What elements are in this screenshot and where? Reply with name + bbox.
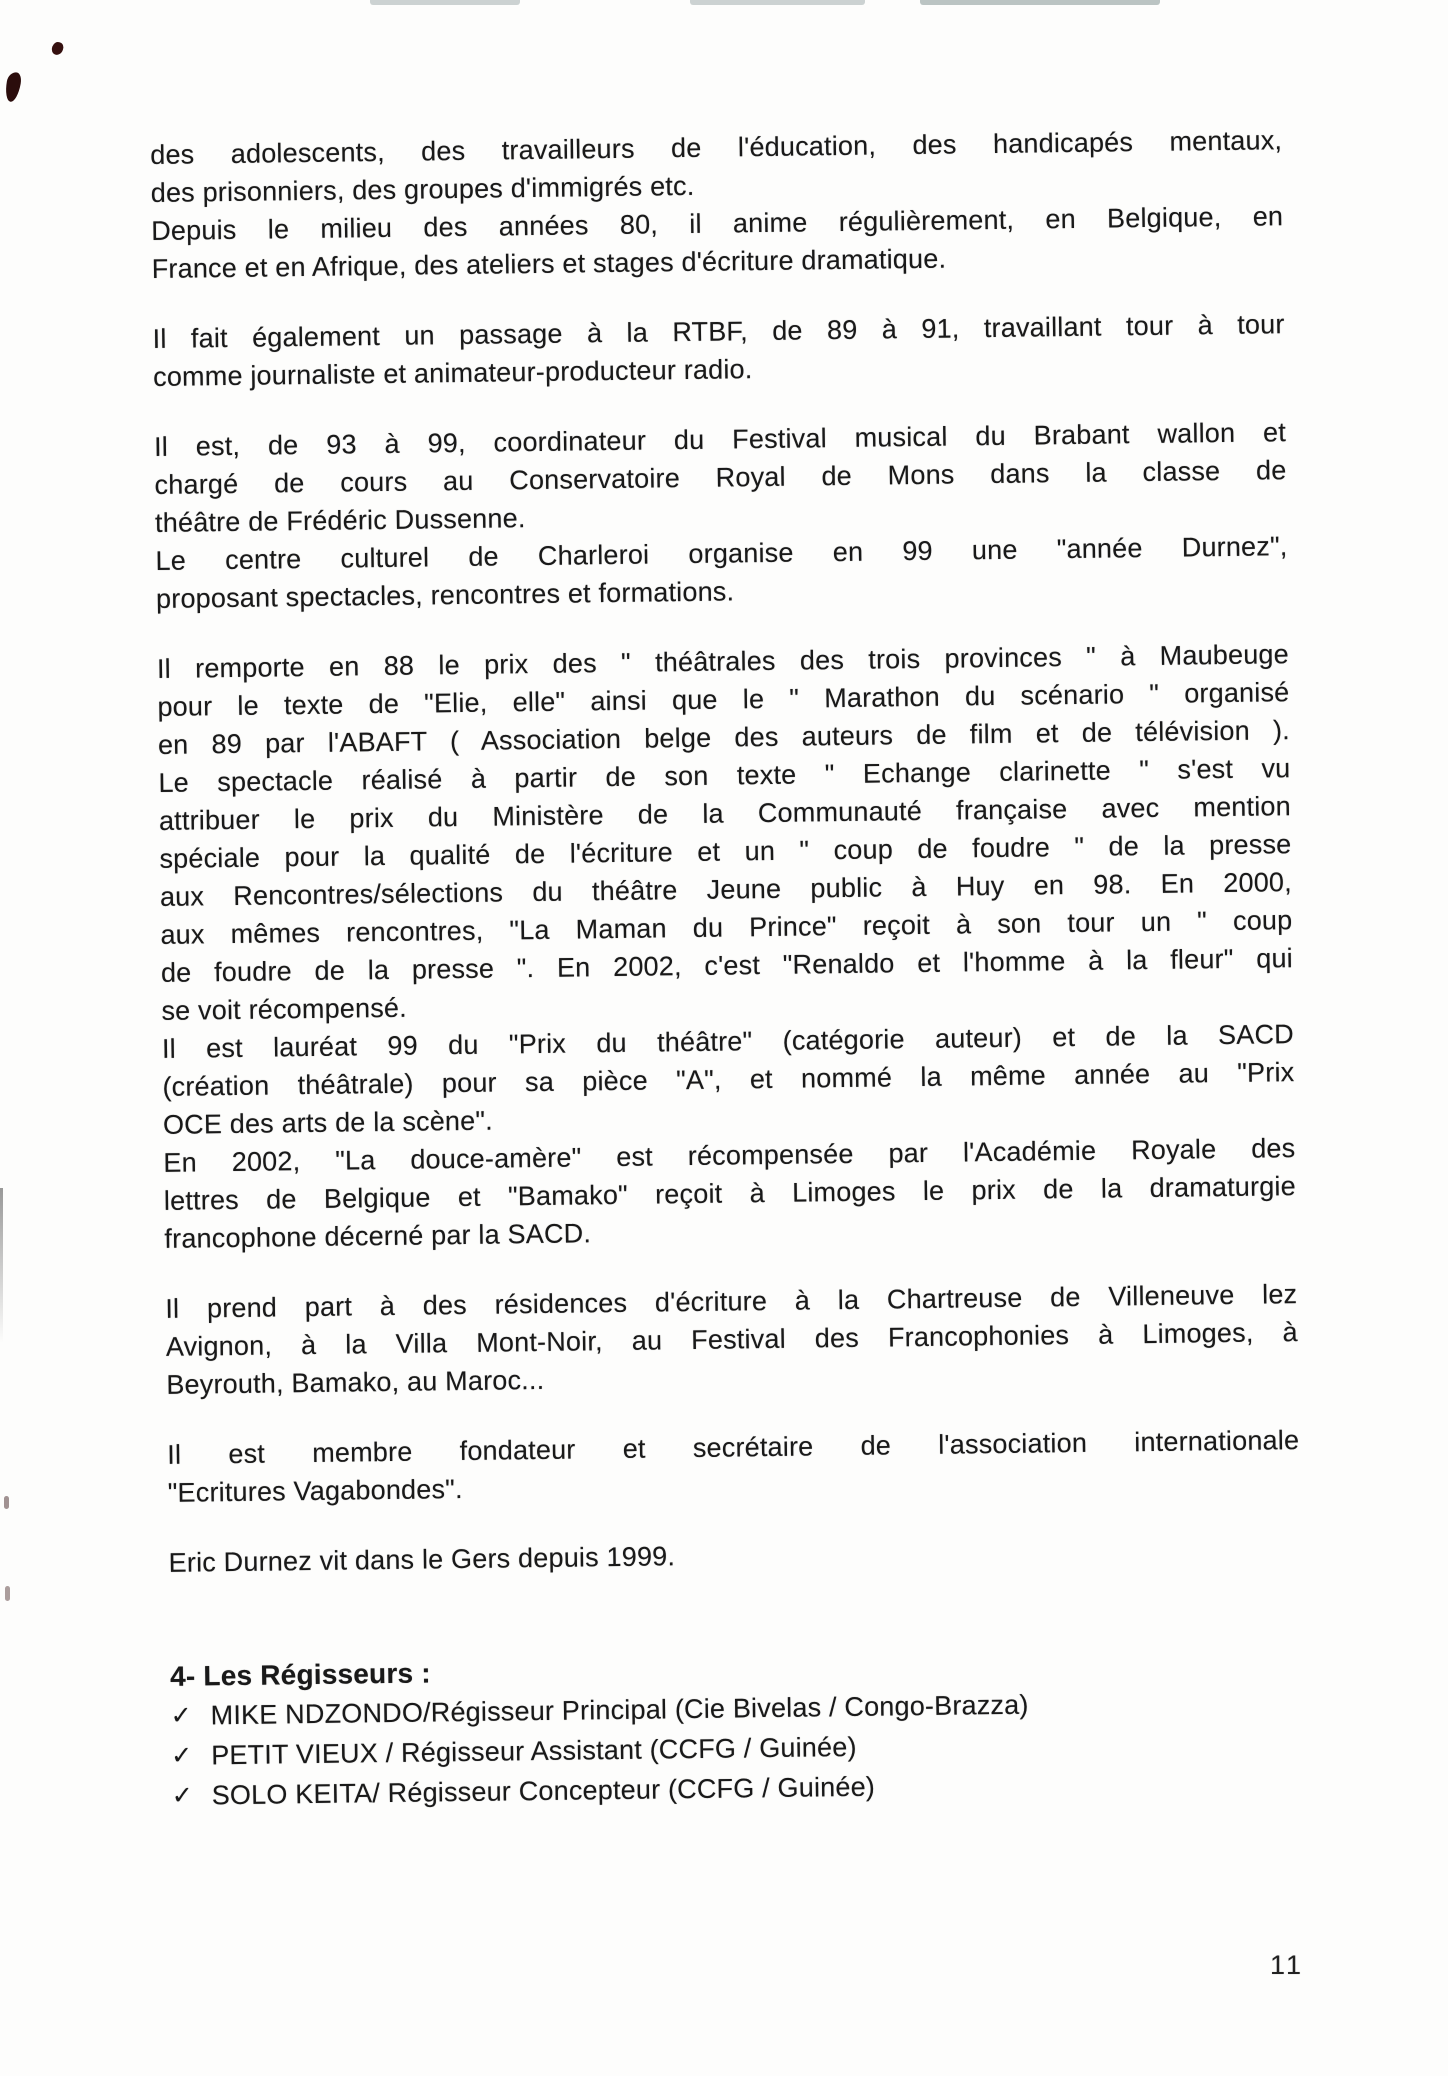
paragraph: [168, 1529, 1300, 1582]
paragraph: [167, 1421, 1300, 1512]
text-line: des adolescents, des travailleurs de l'éducation, des handicapés mentaux,: [150, 125, 1283, 170]
text-line: "Ecritures Vagabondes".: [167, 1474, 463, 1508]
scan-smudge: [690, 0, 865, 5]
paragraph: [151, 197, 1284, 288]
text-line: de foudre de la presse ". En 2002, c'est "Renaldo et l'homme à la fleur" qui: [160, 943, 1294, 988]
text-line: comme journaliste et animateur-producteur radio.: [152, 354, 753, 392]
text-line: se voit récompensé.: [161, 992, 408, 1026]
text-line: Depuis le milieu des années 80, il anime régulièrement, en Belgique, en: [151, 201, 1284, 246]
text-line: Il est membre fondateur et secrétaire de l'association internationale: [167, 1425, 1300, 1470]
text-line: (création théâtrale) pour sa pièce "A", et nommé la même année au "Prix: [162, 1057, 1295, 1102]
text-line: Beyrouth, Bamako, au Maroc...: [166, 1364, 545, 1400]
list-item-text: SOLO KEITA/ Régisseur Concepteur (CCFG / Guinée): [211, 1771, 876, 1811]
text-line: aux Rencontres/sélections du théâtre Jeune public à Huy en 98. En 2000,: [159, 867, 1293, 912]
text-line: Le spectacle réalisé à partir de son texte " Echange clarinette " s'est vu: [158, 753, 1291, 798]
checkmark-icon: ✓: [171, 1741, 193, 1770]
scan-speck: [5, 1586, 10, 1601]
text-line: Avignon, à la Villa Mont-Noir, au Festival des Francophonies à Limoges, à: [165, 1317, 1298, 1362]
text-line: Il prend part à des résidences d'écriture à la Chartreuse de Villeneuve lez: [165, 1279, 1298, 1324]
paragraph: [165, 1275, 1298, 1404]
text-line: aux mêmes rencontres, "La Maman du Prince" reçoit à son tour un " coup: [160, 905, 1293, 950]
text-line: France et en Afrique, des ateliers et stages d'écriture dramatique.: [151, 243, 947, 284]
text-line: en 89 par l'ABAFT ( Association belge des auteurs de film et de télévision ).: [157, 715, 1291, 760]
list-item-text: PETIT VIEUX / Régisseur Assistant (CCFG / Guinée): [211, 1731, 857, 1771]
section-heading: 4- Les Régisseurs :: [169, 1657, 431, 1692]
text-line: OCE des arts de la scène".: [162, 1105, 494, 1140]
scan-speck: [4, 1496, 9, 1509]
text-line: attribuer le prix du Ministère de la Communauté française avec mention: [158, 791, 1292, 836]
ink-spot: [4, 71, 23, 103]
text-line: théâtre de Frédéric Dussenne.: [154, 503, 526, 538]
paragraphs-container: [150, 121, 1301, 1582]
text-line: proposant spectacles, rencontres et formations.: [155, 576, 735, 614]
scan-smudge: [920, 0, 1160, 5]
text-line: pour le texte de "Elie, elle" ainsi que le " Marathon du scénario " organisé: [157, 677, 1290, 722]
text-line: francophone décerné par la SACD.: [164, 1218, 592, 1254]
paragraph: [152, 305, 1285, 396]
text-line: Il est, de 93 à 99, coordinateur du Festival musical du Brabant wallon et: [153, 417, 1287, 462]
checkmark-icon: ✓: [171, 1781, 194, 1810]
text-line: spéciale pour la qualité de l'écriture et un " coup de foudre " de la presse: [159, 829, 1292, 874]
ink-spot: [50, 41, 65, 57]
text-line: chargé de cours au Conservatoire Royal de Mons dans la classe de: [154, 455, 1287, 500]
text-line: Il remporte en 88 le prix des " théâtrales des trois provinces " à Maubeuge: [156, 639, 1290, 684]
text-line: des prisonniers, des groupes d'immigrés etc.: [150, 170, 695, 208]
text-line: lettres de Belgique et "Bamako" reçoit à Limoges le prix de la dramaturgie: [163, 1171, 1297, 1216]
list-item-text: MIKE NDZONDO/Régisseur Principal (Cie Bivelas / Congo-Brazza): [210, 1689, 1029, 1731]
page-number: 11: [1270, 1950, 1305, 1980]
text-line: Il fait également un passage à la RTBF, de 89 à 91, travaillant tour à tour: [152, 309, 1285, 354]
regisseurs-list: [170, 1681, 1303, 1816]
checkmark-icon: ✓: [170, 1701, 193, 1730]
paragraph: [150, 121, 1283, 212]
scan-edge-line: [0, 1188, 3, 1343]
paragraph: [157, 635, 1297, 1258]
text-line: Le centre culturel de Charleroi organise en 99 une "année Durnez",: [155, 531, 1288, 576]
text-line: Eric Durnez vit dans le Gers depuis 1999.: [168, 1541, 676, 1578]
biography-text: [150, 121, 1304, 1816]
scan-smudge: [370, 0, 520, 5]
text-line: Il est lauréat 99 du "Prix du théâtre" (catégorie auteur) et de la SACD: [161, 1019, 1295, 1064]
text-line: En 2002, "La douce-amère" est récompensée par l'Académie Royale des: [163, 1133, 1296, 1178]
paragraph: [154, 413, 1288, 618]
